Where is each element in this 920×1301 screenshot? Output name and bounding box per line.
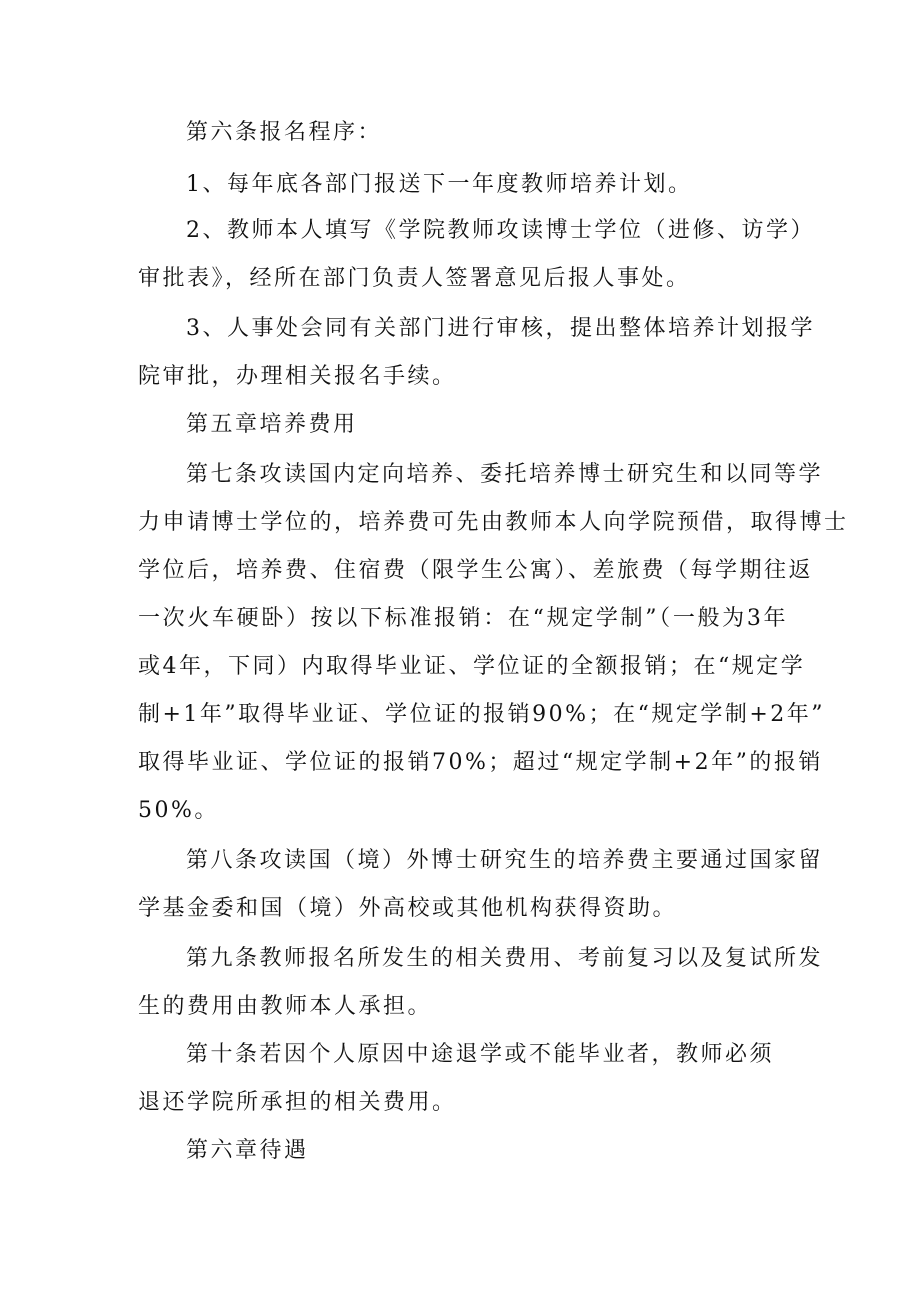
- paragraph-line: 取得毕业证、学位证的报销70%；超过“规定学制+2年”的报销: [138, 750, 823, 775]
- paragraph-line: 第十条若因个人原因中途退学或不能毕业者，教师必须: [186, 1042, 775, 1067]
- paragraph-line: 50%。: [138, 798, 219, 823]
- chapter-heading-benefits: 第六章待遇: [186, 1138, 309, 1163]
- section-heading-registration-procedure: 第六条报名程序：: [186, 120, 383, 145]
- paragraph-line: 院审批，办理相关报名手续。: [138, 364, 457, 389]
- paragraph-line: 2、教师本人填写《学院教师攻读博士学位（进修、访学）: [186, 218, 815, 243]
- paragraph-line: 第七条攻读国内定向培养、委托培养博士研究生和以同等学: [186, 462, 824, 487]
- paragraph-line: 或4年，下同）内取得毕业证、学位证的全额报销；在“规定学: [138, 654, 806, 679]
- paragraph-line: 第八条攻读国（境）外博士研究生的培养费主要通过国家留: [186, 848, 824, 873]
- paragraph-line: 制+1年”取得毕业证、学位证的报销90%；在“规定学制+2年”: [138, 702, 826, 727]
- paragraph-line: 1、每年底各部门报送下一年度教师培养计划。: [186, 172, 693, 197]
- paragraph-line: 学基金委和国（境）外高校或其他机构获得资助。: [138, 896, 678, 921]
- chapter-heading-training-fees: 第五章培养费用: [186, 412, 358, 437]
- paragraph-line: 退还学院所承担的相关费用。: [138, 1090, 457, 1115]
- paragraph-line: 生的费用由教师本人承担。: [138, 994, 433, 1019]
- paragraph-line: 一次火车硬卧）按以下标准报销：在“规定学制”（一般为3年: [138, 606, 788, 631]
- paragraph-line: 审批表》，经所在部门负责人签署意见后报人事处。: [138, 266, 691, 291]
- paragraph-line: 3、人事处会同有关部门进行审核，提出整体培养计划报学: [186, 316, 815, 341]
- paragraph-line: 第九条教师报名所发生的相关费用、考前复习以及复试所发: [186, 946, 824, 971]
- paragraph-line: 力申请博士学位的，培养费可先由教师本人向学院预借，取得博士: [138, 510, 849, 535]
- paragraph-line: 学位后，培养费、住宿费（限学生公寓）、差旅费（每学期往返: [138, 558, 814, 583]
